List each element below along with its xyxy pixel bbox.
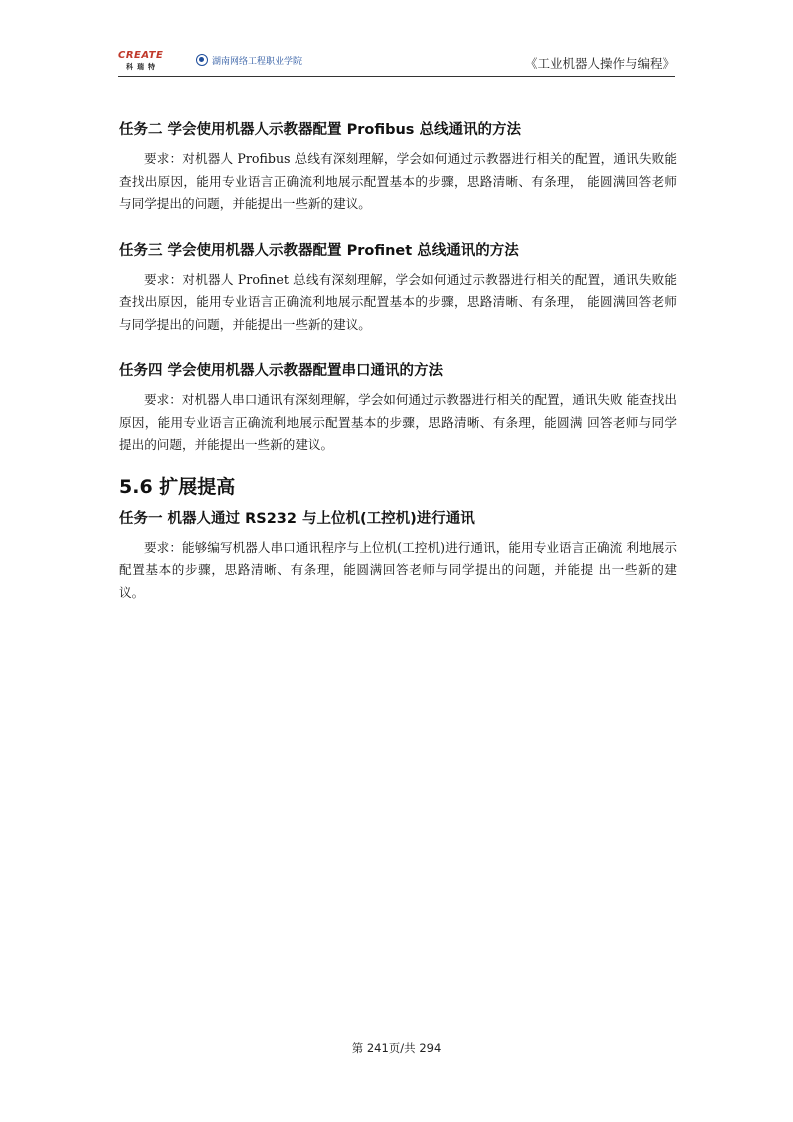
- page-number: 第 241页/共 294: [351, 1041, 442, 1055]
- task-title: 任务一 机器人通过 RS232 与上位机(工控机)进行通讯: [119, 510, 475, 527]
- task-title: 任务三 学会使用机器人示教器配置 Profinet 总线通讯的方法: [119, 242, 519, 259]
- school-emblem-icon: [196, 54, 208, 66]
- task-section: [119, 361, 677, 457]
- task-body: 要求：对机器人串口通讯有深刻理解，学会如何通过示教器进行相关的配置，通讯失败 能查找出原因，能用专业语言正确流利地展示配置基本的步骤，思路清晰、有条理，能圆满 回答老师与同学提出的问题，并能提出一些新的建议。: [119, 392, 677, 452]
- page-content: [119, 120, 677, 604]
- task-body: 要求：对机器人 Profibus 总线有深刻理解，学会如何通过示教器进行相关的配置，通讯失败能查找出原因，能用专业语言正确流利地展示配置基本的步骤，思路清晰、有条理， 能圆满回答老师与同学提出的问题，并能提出一些新的建议。: [119, 151, 677, 211]
- task-body: 要求：对机器人 Profinet 总线有深刻理解，学会如何通过示教器进行相关的配置，通讯失败能查找出原因，能用专业语言正确流利地展示配置基本的步骤，思路清晰、有条理， 能圆满回答老师与同学提出的问题，并能提出一些新的建议。: [119, 271, 677, 332]
- school-logo: [196, 52, 302, 68]
- header-divider: [118, 76, 675, 77]
- task-section: [119, 120, 677, 216]
- chapter-section: [119, 474, 677, 605]
- task-title: 任务二 学会使用机器人示教器配置 Profibus 总线通讯的方法: [119, 122, 521, 138]
- task-body: 要求：能够编写机器人串口通讯程序与上位机(工控机)进行通讯，能用专业语言正确流 利地展示配置基本的步骤，思路清晰、有条理，能圆满回答老师与同学提出的问题，并能提 出一些新的建议。: [119, 539, 677, 600]
- task-title: 任务四 学会使用机器人示教器配置串口通讯的方法: [119, 363, 444, 379]
- chapter-title: 5.6 扩展提高: [119, 475, 236, 498]
- book-title: 《工业机器人操作与编程》: [524, 56, 675, 71]
- school-name: 湖南网络工程职业学院: [212, 56, 303, 67]
- create-logo: [118, 48, 178, 72]
- create-logo-text: CREATE: [118, 50, 164, 61]
- page-header: [118, 48, 675, 76]
- task-section: [119, 241, 677, 337]
- create-logo-subtext: 科瑞特: [126, 63, 159, 71]
